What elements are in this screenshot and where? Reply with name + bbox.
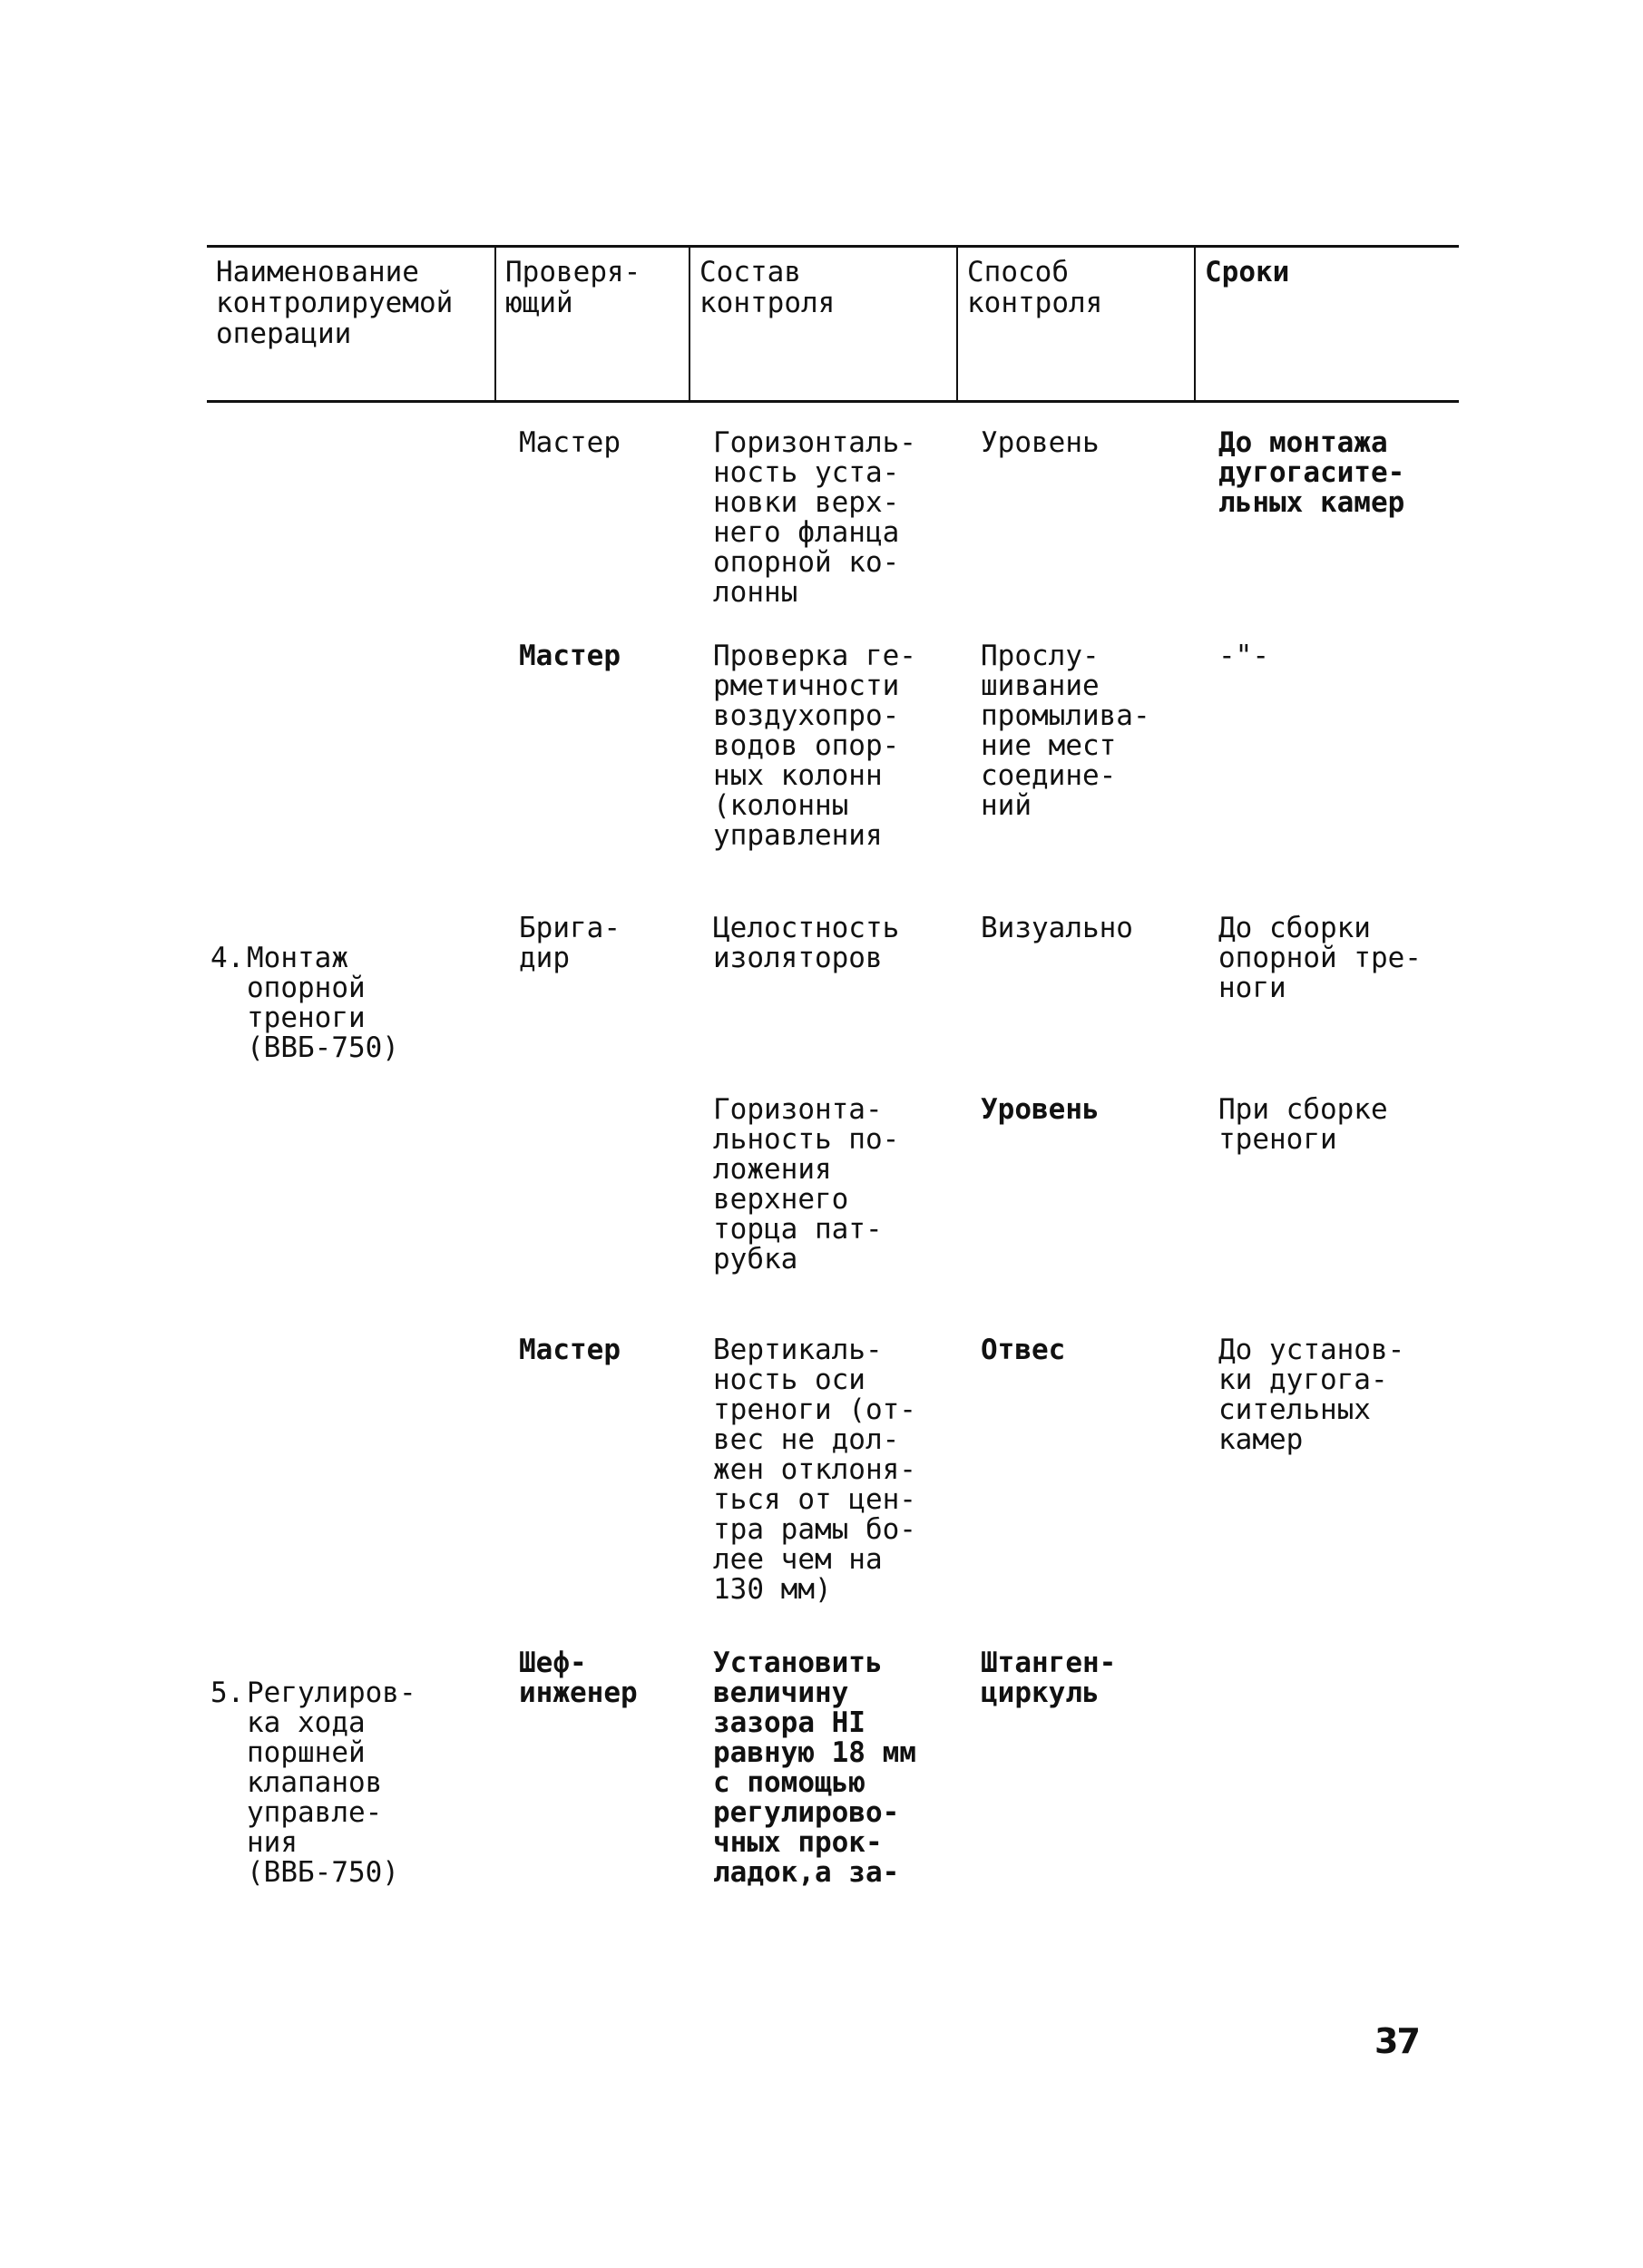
timing-cell: До установ- ки дугога- сительных камер	[1218, 1334, 1405, 1456]
operation-name: Регулиров- ка хода поршней клапанов управле- ния (ВВБ-750)	[247, 1677, 416, 1889]
control-content-cell: Вертикаль- ность оси треноги (от- вес не дол- жен отклоня- ться от цен- тра рамы бо- лее чем на 130 мм)	[713, 1334, 916, 1606]
control-method-cell: Отвес	[981, 1334, 1066, 1366]
table-row	[207, 1095, 1459, 1335]
control-method-cell: Уровень	[981, 1093, 1100, 1126]
operation-name: Монтаж опорной треноги (ВВБ-750)	[247, 942, 399, 1064]
header-control-content: Состав контроля	[689, 247, 957, 402]
timing-cell: -"-	[1218, 640, 1269, 672]
header-control-method: Способ контроля	[957, 247, 1195, 402]
table-row	[207, 914, 1459, 1095]
timing-cell: При сборке треноги	[1218, 1093, 1388, 1156]
inspector-cell: Мастер	[519, 1334, 621, 1366]
header-inspector: Проверя- ющий	[495, 247, 689, 402]
control-content-cell: Установить величину зазора HI равную 18 мм с помощью регулирово- чных прок- ладок,а за-	[713, 1647, 916, 1889]
control-content-cell: Горизонталь- ность уста- новки верх- него фланца опорной ко- лонны	[713, 426, 916, 609]
timing-cell: До сборки опорной тре- ноги	[1218, 912, 1422, 1004]
operation-cell	[207, 402, 495, 642]
control-method-cell: Визуально	[981, 912, 1133, 944]
operation-cell	[207, 1648, 495, 1918]
inspector-cell: Брига- дир	[519, 912, 621, 974]
control-content-cell: Горизонта- льность по- ложения верхнего торца пат- рубка	[713, 1093, 900, 1276]
control-content-cell: Проверка ге- рметичности воздухопро- водов опор- ных колонн (колонны управления	[713, 640, 916, 852]
control-operations-table	[207, 245, 1459, 1918]
operation-cell	[207, 641, 495, 914]
header-operation-name: Наименование контролируемой операции	[207, 247, 495, 402]
inspector-cell: Мастер	[519, 426, 621, 459]
control-method-cell: Прослу- шивание промыливa- ние мест соедине- ний	[981, 640, 1150, 822]
operation-number: 4.	[210, 942, 245, 974]
control-method-cell: Штанген- циркуль	[981, 1647, 1117, 1709]
table-row	[207, 1335, 1459, 1648]
page-number: 37	[1374, 2021, 1419, 2061]
table-header	[207, 247, 1459, 402]
table-row	[207, 1648, 1459, 1918]
inspector-cell: Шеф- инженер	[519, 1647, 638, 1709]
control-method-cell: Уровень	[981, 426, 1100, 459]
inspector-cell: Мастер	[519, 640, 621, 672]
table-row	[207, 402, 1459, 642]
timing-cell	[1195, 1648, 1459, 1918]
operation-cell	[207, 1335, 495, 1648]
table-row	[207, 641, 1459, 914]
timing-cell: До монтажа дугогасите- льных камер	[1218, 426, 1405, 519]
operation-cell	[207, 914, 495, 1095]
inspector-cell	[495, 1095, 689, 1335]
operation-cell	[207, 1095, 495, 1335]
control-content-cell: Целостность изоляторов	[713, 912, 900, 974]
header-timing: Сроки	[1195, 247, 1459, 402]
operation-number: 5.	[210, 1677, 245, 1709]
